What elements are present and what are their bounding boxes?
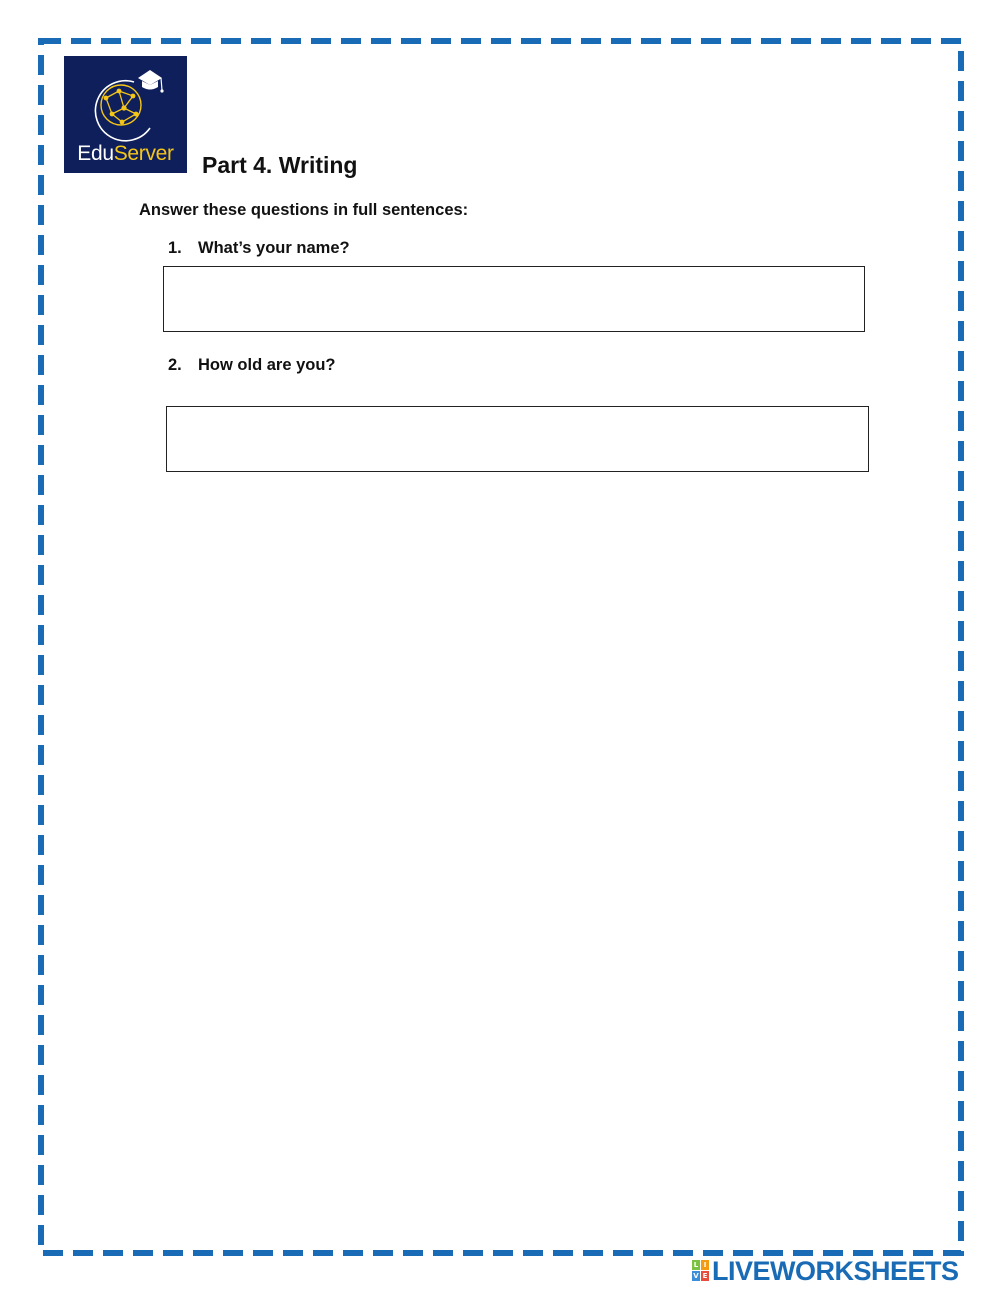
liveworksheets-badge (692, 1256, 959, 1286)
live-blocks-icon (692, 1260, 710, 1282)
question-number: 2. (168, 356, 182, 374)
logo-wordmark (64, 142, 187, 166)
dashed-page-border (38, 38, 964, 1256)
instructions-text: Answer these questions in full sentences: (139, 201, 469, 219)
question-text: What’s your name? (198, 239, 350, 257)
answer-box-2[interactable] (166, 406, 869, 472)
badge-letter: E (702, 1272, 708, 1280)
logo-wordmark-edu: Edu (77, 142, 114, 165)
badge-letter: L (693, 1261, 699, 1269)
question-2 (168, 356, 336, 375)
question-number: 1. (168, 239, 182, 257)
logo-wordmark-server: Server (113, 142, 174, 165)
question-1 (168, 239, 350, 258)
eduserver-logo (64, 56, 187, 173)
answer-box-1[interactable] (163, 266, 865, 332)
liveworksheets-wordmark: LIVEWORKSHEETS (712, 1255, 959, 1286)
badge-letter: I (701, 1260, 709, 1270)
worksheet-title: Part 4. Writing (202, 152, 358, 178)
question-text: How old are you? (198, 356, 336, 374)
badge-letter: V (693, 1272, 699, 1280)
